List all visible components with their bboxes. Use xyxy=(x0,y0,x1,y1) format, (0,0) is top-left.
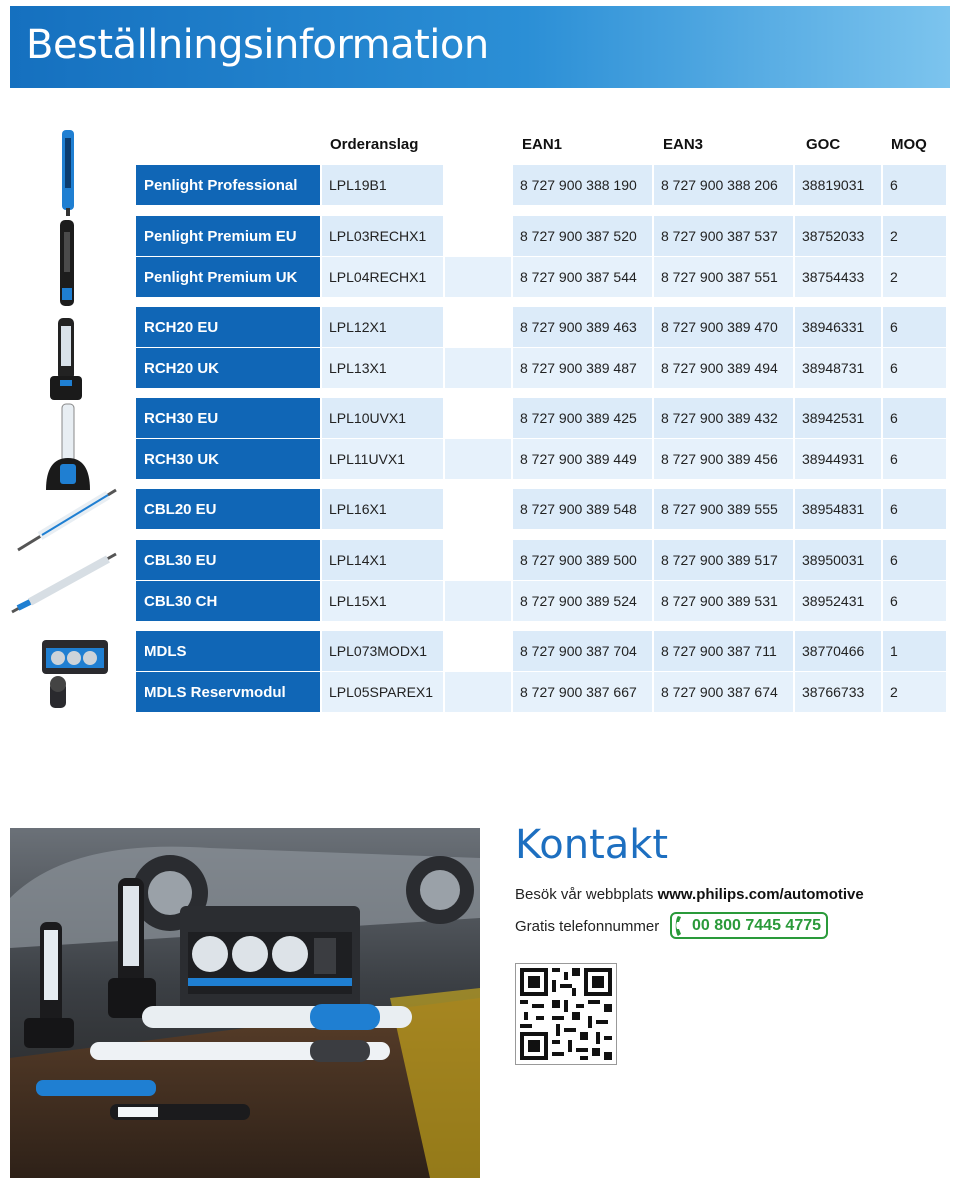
ean1-value: 8 727 900 387 544 xyxy=(513,257,652,297)
product-name: RCH20 EU xyxy=(136,307,320,347)
table-row xyxy=(136,398,950,438)
ean1-value: 8 727 900 389 463 xyxy=(513,307,652,347)
goc-value: 38952431 xyxy=(795,581,881,621)
cell-spacer xyxy=(445,439,511,479)
product-name: RCH30 UK xyxy=(136,439,320,479)
phone-number: 00 800 7445 4775 xyxy=(692,916,822,934)
column-header-moq: MOQ xyxy=(891,136,927,153)
cell-spacer xyxy=(445,165,511,205)
goc-value: 38948731 xyxy=(795,348,881,388)
order-number: LPL13X1 xyxy=(322,348,443,388)
website-link[interactable]: www.philips.com/automotive xyxy=(657,886,864,903)
contact-title: Kontakt xyxy=(515,822,669,868)
table-row xyxy=(136,672,950,712)
goc-value: 38946331 xyxy=(795,307,881,347)
moq-value: 2 xyxy=(883,216,946,256)
rch20-image xyxy=(46,316,86,402)
ean1-value: 8 727 900 388 190 xyxy=(513,165,652,205)
product-name: Penlight Premium UK xyxy=(136,257,320,297)
goc-value: 38944931 xyxy=(795,439,881,479)
ean1-value: 8 727 900 387 704 xyxy=(513,631,652,671)
table-row xyxy=(136,165,950,205)
table-row xyxy=(136,581,950,621)
ean1-value: 8 727 900 389 449 xyxy=(513,439,652,479)
penlight-premium-image xyxy=(56,218,78,310)
cbl20-image xyxy=(12,484,122,554)
product-photo xyxy=(10,828,480,1178)
cell-spacer xyxy=(445,348,511,388)
product-name: RCH20 UK xyxy=(136,348,320,388)
product-name: Penlight Premium EU xyxy=(136,216,320,256)
goc-value: 38766733 xyxy=(795,672,881,712)
moq-value: 6 xyxy=(883,348,946,388)
table-row xyxy=(136,489,950,529)
order-number: LPL05SPAREX1 xyxy=(322,672,443,712)
moq-value: 6 xyxy=(883,540,946,580)
table-row xyxy=(136,307,950,347)
order-number: LPL03RECHX1 xyxy=(322,216,443,256)
product-images xyxy=(0,110,130,720)
ean1-value: 8 727 900 389 524 xyxy=(513,581,652,621)
product-name: RCH30 EU xyxy=(136,398,320,438)
table-row xyxy=(136,540,950,580)
cell-spacer xyxy=(445,216,511,256)
website-label: Besök vår webbplats xyxy=(515,886,654,903)
ean1-value: 8 727 900 387 667 xyxy=(513,672,652,712)
product-name: CBL20 EU xyxy=(136,489,320,529)
mdls-image xyxy=(36,622,116,714)
moq-value: 6 xyxy=(883,439,946,479)
penlight-professional-image xyxy=(58,128,78,218)
table-row xyxy=(136,216,950,256)
table-row xyxy=(136,439,950,479)
cell-spacer xyxy=(445,540,511,580)
order-number: LPL04RECHX1 xyxy=(322,257,443,297)
ean3-value: 8 727 900 389 470 xyxy=(654,307,793,347)
ean1-value: 8 727 900 389 500 xyxy=(513,540,652,580)
moq-value: 6 xyxy=(883,165,946,205)
moq-value: 6 xyxy=(883,398,946,438)
ean1-value: 8 727 900 389 548 xyxy=(513,489,652,529)
goc-value: 38954831 xyxy=(795,489,881,529)
goc-value: 38770466 xyxy=(795,631,881,671)
product-name: CBL30 CH xyxy=(136,581,320,621)
order-number: LPL12X1 xyxy=(322,307,443,347)
qr-code[interactable] xyxy=(515,963,617,1065)
table-row xyxy=(136,348,950,388)
goc-value: 38942531 xyxy=(795,398,881,438)
product-name: MDLS xyxy=(136,631,320,671)
ean1-value: 8 727 900 389 487 xyxy=(513,348,652,388)
ean3-value: 8 727 900 387 537 xyxy=(654,216,793,256)
title-banner xyxy=(10,6,950,88)
ean3-value: 8 727 900 389 494 xyxy=(654,348,793,388)
website-line xyxy=(515,886,864,903)
ean3-value: 8 727 900 387 674 xyxy=(654,672,793,712)
ean3-value: 8 727 900 389 432 xyxy=(654,398,793,438)
order-number: LPL19B1 xyxy=(322,165,443,205)
order-number: LPL073MODX1 xyxy=(322,631,443,671)
column-header-orderanslag: Orderanslag xyxy=(330,136,419,153)
ean3-value: 8 727 900 389 517 xyxy=(654,540,793,580)
ean3-value: 8 727 900 387 711 xyxy=(654,631,793,671)
table-row xyxy=(136,257,950,297)
cell-spacer xyxy=(445,581,511,621)
table-row xyxy=(136,631,950,671)
cell-spacer xyxy=(445,257,511,297)
moq-value: 6 xyxy=(883,307,946,347)
cbl30-image xyxy=(8,550,120,616)
product-name: Penlight Professional xyxy=(136,165,320,205)
goc-value: 38754433 xyxy=(795,257,881,297)
cell-spacer xyxy=(445,489,511,529)
order-number: LPL15X1 xyxy=(322,581,443,621)
order-number: LPL11UVX1 xyxy=(322,439,443,479)
rch30-image xyxy=(40,402,96,494)
ean3-value: 8 727 900 389 531 xyxy=(654,581,793,621)
phone-badge[interactable] xyxy=(670,912,828,939)
column-header-ean1: EAN1 xyxy=(522,136,563,153)
order-number: LPL14X1 xyxy=(322,540,443,580)
cell-spacer xyxy=(445,398,511,438)
product-name: MDLS Reservmodul xyxy=(136,672,320,712)
ean3-value: 8 727 900 387 551 xyxy=(654,257,793,297)
moq-value: 2 xyxy=(883,672,946,712)
ean3-value: 8 727 900 389 555 xyxy=(654,489,793,529)
order-number: LPL16X1 xyxy=(322,489,443,529)
cell-spacer xyxy=(445,631,511,671)
order-number: LPL10UVX1 xyxy=(322,398,443,438)
ean1-value: 8 727 900 387 520 xyxy=(513,216,652,256)
phone-label: Gratis telefonnummer xyxy=(515,918,660,935)
product-name: CBL30 EU xyxy=(136,540,320,580)
moq-value: 2 xyxy=(883,257,946,297)
column-header-goc: GOC xyxy=(806,136,841,153)
goc-value: 38950031 xyxy=(795,540,881,580)
goc-value: 38752033 xyxy=(795,216,881,256)
ean1-value: 8 727 900 389 425 xyxy=(513,398,652,438)
moq-value: 6 xyxy=(883,489,946,529)
moq-value: 1 xyxy=(883,631,946,671)
page-title: Beställningsinformation xyxy=(26,22,489,68)
ean3-value: 8 727 900 388 206 xyxy=(654,165,793,205)
goc-value: 38819031 xyxy=(795,165,881,205)
ean3-value: 8 727 900 389 456 xyxy=(654,439,793,479)
cell-spacer xyxy=(445,307,511,347)
column-header-ean3: EAN3 xyxy=(663,136,704,153)
cell-spacer xyxy=(445,672,511,712)
moq-value: 6 xyxy=(883,581,946,621)
phone-icon xyxy=(674,914,690,938)
